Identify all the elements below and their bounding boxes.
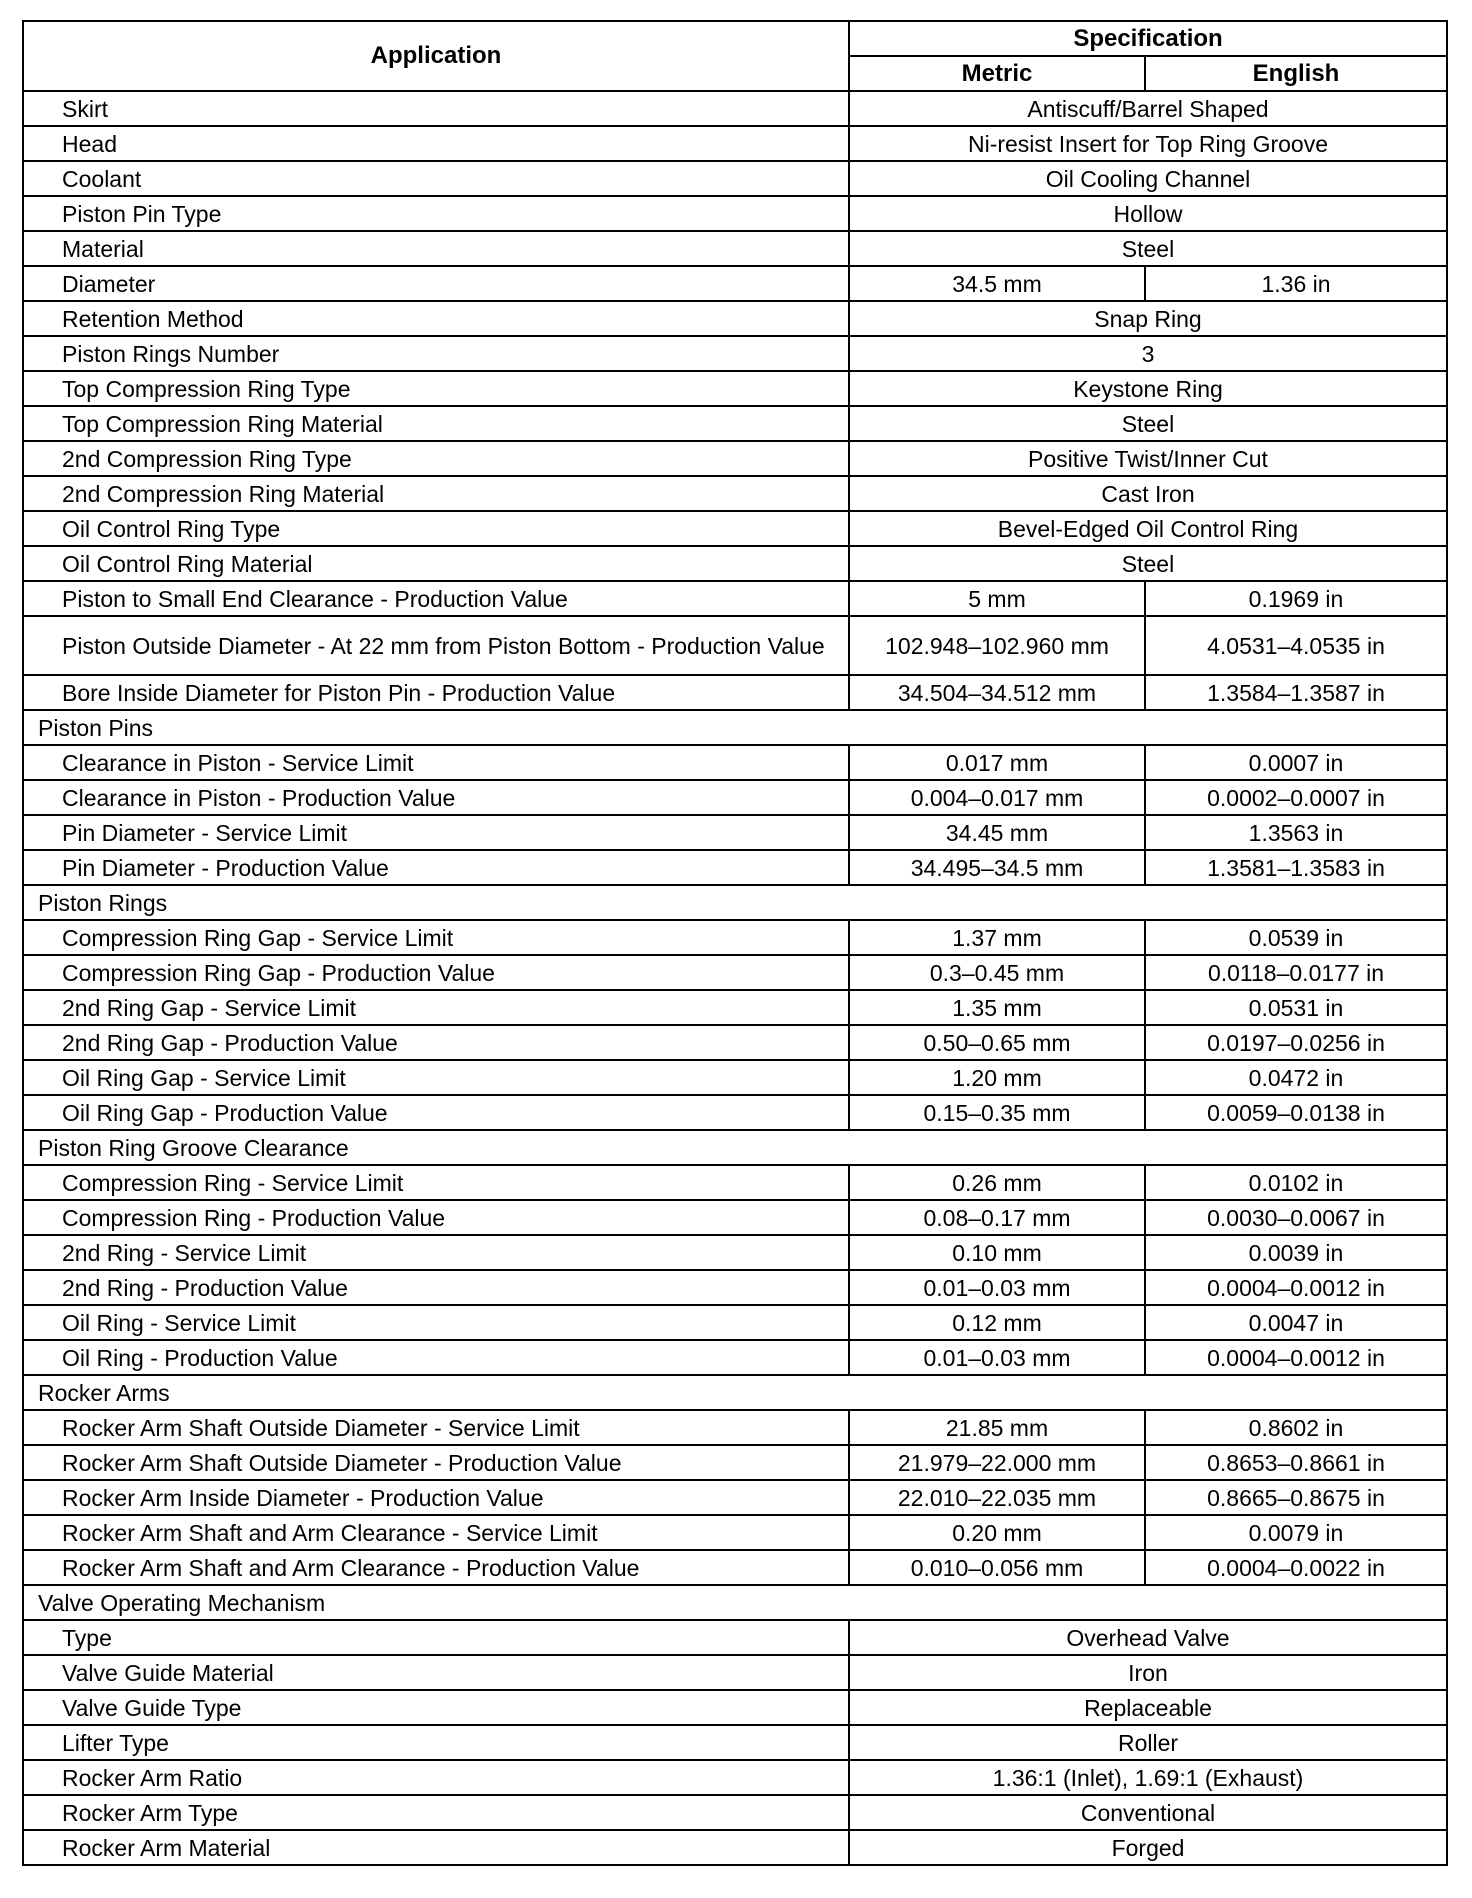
application-cell: Oil Control Ring Type — [23, 511, 849, 546]
table-row — [23, 990, 1447, 1025]
metric-cell: 34.504–34.512 mm — [849, 675, 1145, 710]
application-cell: Retention Method — [23, 301, 849, 336]
application-cell: Compression Ring Gap - Service Limit — [23, 920, 849, 955]
english-cell: 0.8665–0.8675 in — [1145, 1480, 1447, 1515]
english-header: English — [1145, 56, 1447, 91]
table-row — [23, 1830, 1447, 1865]
table-row — [23, 1760, 1447, 1795]
table-row — [23, 1620, 1447, 1655]
application-cell: Pin Diameter - Service Limit — [23, 815, 849, 850]
metric-cell: 21.979–22.000 mm — [849, 1445, 1145, 1480]
specification-cell: Roller — [849, 1725, 1447, 1760]
table-row — [23, 406, 1447, 441]
metric-cell: 0.004–0.017 mm — [849, 780, 1145, 815]
english-cell: 0.0007 in — [1145, 745, 1447, 780]
english-cell: 0.0079 in — [1145, 1515, 1447, 1550]
section-heading: Piston Ring Groove Clearance — [23, 1130, 1447, 1165]
table-row — [23, 1725, 1447, 1760]
table-row — [23, 511, 1447, 546]
table-row — [23, 1550, 1447, 1585]
metric-cell: 34.5 mm — [849, 266, 1145, 301]
application-cell: Rocker Arm Type — [23, 1795, 849, 1830]
metric-cell: 1.37 mm — [849, 920, 1145, 955]
metric-cell: 0.01–0.03 mm — [849, 1270, 1145, 1305]
metric-cell: 0.50–0.65 mm — [849, 1025, 1145, 1060]
specification-cell: Hollow — [849, 196, 1447, 231]
table-row — [23, 1200, 1447, 1235]
application-cell: Diameter — [23, 266, 849, 301]
specification-cell: Steel — [849, 406, 1447, 441]
application-cell: Rocker Arm Shaft Outside Diameter - Service Limit — [23, 1410, 849, 1445]
application-cell: Piston Outside Diameter - At 22 mm from Piston Bottom - Production Value — [23, 616, 849, 675]
english-cell: 1.3584–1.3587 in — [1145, 675, 1447, 710]
english-cell: 0.0531 in — [1145, 990, 1447, 1025]
specification-cell: Ni-resist Insert for Top Ring Groove — [849, 126, 1447, 161]
application-cell: Compression Ring Gap - Production Value — [23, 955, 849, 990]
application-cell: Bore Inside Diameter for Piston Pin - Production Value — [23, 675, 849, 710]
section-heading: Piston Pins — [23, 710, 1447, 745]
application-cell: Piston Pin Type — [23, 196, 849, 231]
application-cell: Lifter Type — [23, 1725, 849, 1760]
application-cell: Type — [23, 1620, 849, 1655]
metric-cell: 0.10 mm — [849, 1235, 1145, 1270]
metric-cell: 21.85 mm — [849, 1410, 1145, 1445]
metric-cell: 0.15–0.35 mm — [849, 1095, 1145, 1130]
metric-cell: 0.20 mm — [849, 1515, 1145, 1550]
english-cell: 0.0004–0.0012 in — [1145, 1270, 1447, 1305]
english-cell: 0.1969 in — [1145, 581, 1447, 616]
table-row — [23, 955, 1447, 990]
english-cell: 0.0197–0.0256 in — [1145, 1025, 1447, 1060]
table-row — [23, 371, 1447, 406]
application-cell: Skirt — [23, 91, 849, 126]
table-row — [23, 161, 1447, 196]
table-row — [23, 1795, 1447, 1830]
section-heading: Valve Operating Mechanism — [23, 1585, 1447, 1620]
metric-cell: 34.495–34.5 mm — [849, 850, 1145, 885]
metric-cell: 0.26 mm — [849, 1165, 1145, 1200]
metric-cell: 1.35 mm — [849, 990, 1145, 1025]
english-cell: 0.0472 in — [1145, 1060, 1447, 1095]
table-row — [23, 1270, 1447, 1305]
header-row-top — [23, 21, 1447, 56]
english-cell: 0.8653–0.8661 in — [1145, 1445, 1447, 1480]
application-cell: Oil Ring Gap - Production Value — [23, 1095, 849, 1130]
section-row — [23, 1585, 1447, 1620]
table-row — [23, 780, 1447, 815]
specification-cell: Iron — [849, 1655, 1447, 1690]
metric-cell: 1.20 mm — [849, 1060, 1145, 1095]
table-row — [23, 1480, 1447, 1515]
table-row — [23, 266, 1447, 301]
specification-header: Specification — [849, 21, 1447, 56]
application-cell: Oil Ring Gap - Service Limit — [23, 1060, 849, 1095]
metric-cell: 0.08–0.17 mm — [849, 1200, 1145, 1235]
table-row — [23, 476, 1447, 511]
specification-cell: Antiscuff/Barrel Shaped — [849, 91, 1447, 126]
application-cell: Top Compression Ring Type — [23, 371, 849, 406]
metric-cell: 5 mm — [849, 581, 1145, 616]
table-row — [23, 91, 1447, 126]
application-cell: Clearance in Piston - Production Value — [23, 780, 849, 815]
metric-header: Metric — [849, 56, 1145, 91]
application-cell: Head — [23, 126, 849, 161]
metric-cell: 0.010–0.056 mm — [849, 1550, 1145, 1585]
metric-cell: 0.01–0.03 mm — [849, 1340, 1145, 1375]
table-row — [23, 1690, 1447, 1725]
application-cell: Rocker Arm Shaft and Arm Clearance - Service Limit — [23, 1515, 849, 1550]
application-cell: Compression Ring - Production Value — [23, 1200, 849, 1235]
english-cell: 0.0039 in — [1145, 1235, 1447, 1270]
specification-cell: Forged — [849, 1830, 1447, 1865]
table-row — [23, 616, 1447, 675]
application-cell: 2nd Ring - Production Value — [23, 1270, 849, 1305]
table-row — [23, 1165, 1447, 1200]
english-cell: 0.0118–0.0177 in — [1145, 955, 1447, 990]
specification-cell: Conventional — [849, 1795, 1447, 1830]
metric-cell: 102.948–102.960 mm — [849, 616, 1145, 675]
table-row — [23, 581, 1447, 616]
specification-cell: 1.36:1 (Inlet), 1.69:1 (Exhaust) — [849, 1760, 1447, 1795]
application-cell: Rocker Arm Ratio — [23, 1760, 849, 1795]
table-row — [23, 920, 1447, 955]
specification-cell: Steel — [849, 231, 1447, 266]
table-row — [23, 1515, 1447, 1550]
table-body — [23, 91, 1447, 1865]
table-row — [23, 675, 1447, 710]
application-cell: Rocker Arm Shaft Outside Diameter - Production Value — [23, 1445, 849, 1480]
application-cell: Oil Control Ring Material — [23, 546, 849, 581]
english-cell: 0.0102 in — [1145, 1165, 1447, 1200]
section-row — [23, 885, 1447, 920]
table-row — [23, 196, 1447, 231]
application-cell: 2nd Ring Gap - Service Limit — [23, 990, 849, 1025]
specification-cell: Steel — [849, 546, 1447, 581]
application-cell: Pin Diameter - Production Value — [23, 850, 849, 885]
table-row — [23, 301, 1447, 336]
application-cell: 2nd Ring Gap - Production Value — [23, 1025, 849, 1060]
table-row — [23, 231, 1447, 266]
application-cell: 2nd Compression Ring Type — [23, 441, 849, 476]
table-row — [23, 1410, 1447, 1445]
application-header: Application — [23, 21, 849, 91]
specification-cell: Bevel-Edged Oil Control Ring — [849, 511, 1447, 546]
english-cell: 0.0030–0.0067 in — [1145, 1200, 1447, 1235]
english-cell: 0.0002–0.0007 in — [1145, 780, 1447, 815]
section-row — [23, 1375, 1447, 1410]
english-cell: 0.0059–0.0138 in — [1145, 1095, 1447, 1130]
application-cell: Piston to Small End Clearance - Production Value — [23, 581, 849, 616]
metric-cell: 22.010–22.035 mm — [849, 1480, 1145, 1515]
specification-cell: 3 — [849, 336, 1447, 371]
metric-cell: 0.12 mm — [849, 1305, 1145, 1340]
english-cell: 0.0004–0.0012 in — [1145, 1340, 1447, 1375]
application-cell: Piston Rings Number — [23, 336, 849, 371]
application-cell: Oil Ring - Service Limit — [23, 1305, 849, 1340]
application-cell: Oil Ring - Production Value — [23, 1340, 849, 1375]
table-row — [23, 546, 1447, 581]
section-row — [23, 1130, 1447, 1165]
application-cell: Rocker Arm Inside Diameter - Production Value — [23, 1480, 849, 1515]
table-row — [23, 1235, 1447, 1270]
application-cell: Valve Guide Material — [23, 1655, 849, 1690]
specification-cell: Oil Cooling Channel — [849, 161, 1447, 196]
table-row — [23, 850, 1447, 885]
table-row — [23, 1060, 1447, 1095]
table-row — [23, 1655, 1447, 1690]
table-row — [23, 1095, 1447, 1130]
application-cell: 2nd Ring - Service Limit — [23, 1235, 849, 1270]
table-row — [23, 1025, 1447, 1060]
english-cell: 0.0047 in — [1145, 1305, 1447, 1340]
specification-cell: Positive Twist/Inner Cut — [849, 441, 1447, 476]
english-cell: 0.8602 in — [1145, 1410, 1447, 1445]
application-cell: 2nd Compression Ring Material — [23, 476, 849, 511]
table-row — [23, 336, 1447, 371]
application-cell: Material — [23, 231, 849, 266]
application-cell: Coolant — [23, 161, 849, 196]
application-cell: Valve Guide Type — [23, 1690, 849, 1725]
metric-cell: 34.45 mm — [849, 815, 1145, 850]
english-cell: 4.0531–4.0535 in — [1145, 616, 1447, 675]
english-cell: 1.36 in — [1145, 266, 1447, 301]
specification-cell: Snap Ring — [849, 301, 1447, 336]
specification-cell: Overhead Valve — [849, 1620, 1447, 1655]
application-cell: Compression Ring - Service Limit — [23, 1165, 849, 1200]
english-cell: 1.3563 in — [1145, 815, 1447, 850]
english-cell: 1.3581–1.3583 in — [1145, 850, 1447, 885]
metric-cell: 0.017 mm — [849, 745, 1145, 780]
section-heading: Piston Rings — [23, 885, 1447, 920]
table-header — [23, 21, 1447, 91]
metric-cell: 0.3–0.45 mm — [849, 955, 1145, 990]
specification-cell: Keystone Ring — [849, 371, 1447, 406]
table-row — [23, 1445, 1447, 1480]
application-cell: Rocker Arm Shaft and Arm Clearance - Production Value — [23, 1550, 849, 1585]
application-cell: Top Compression Ring Material — [23, 406, 849, 441]
section-heading: Rocker Arms — [23, 1375, 1447, 1410]
table-row — [23, 441, 1447, 476]
table-row — [23, 126, 1447, 161]
english-cell: 0.0539 in — [1145, 920, 1447, 955]
specification-cell: Replaceable — [849, 1690, 1447, 1725]
english-cell: 0.0004–0.0022 in — [1145, 1550, 1447, 1585]
specification-cell: Cast Iron — [849, 476, 1447, 511]
specification-table — [22, 20, 1448, 1866]
section-row — [23, 710, 1447, 745]
table-row — [23, 1340, 1447, 1375]
application-cell: Rocker Arm Material — [23, 1830, 849, 1865]
table-row — [23, 815, 1447, 850]
application-cell: Clearance in Piston - Service Limit — [23, 745, 849, 780]
table-row — [23, 1305, 1447, 1340]
table-row — [23, 745, 1447, 780]
